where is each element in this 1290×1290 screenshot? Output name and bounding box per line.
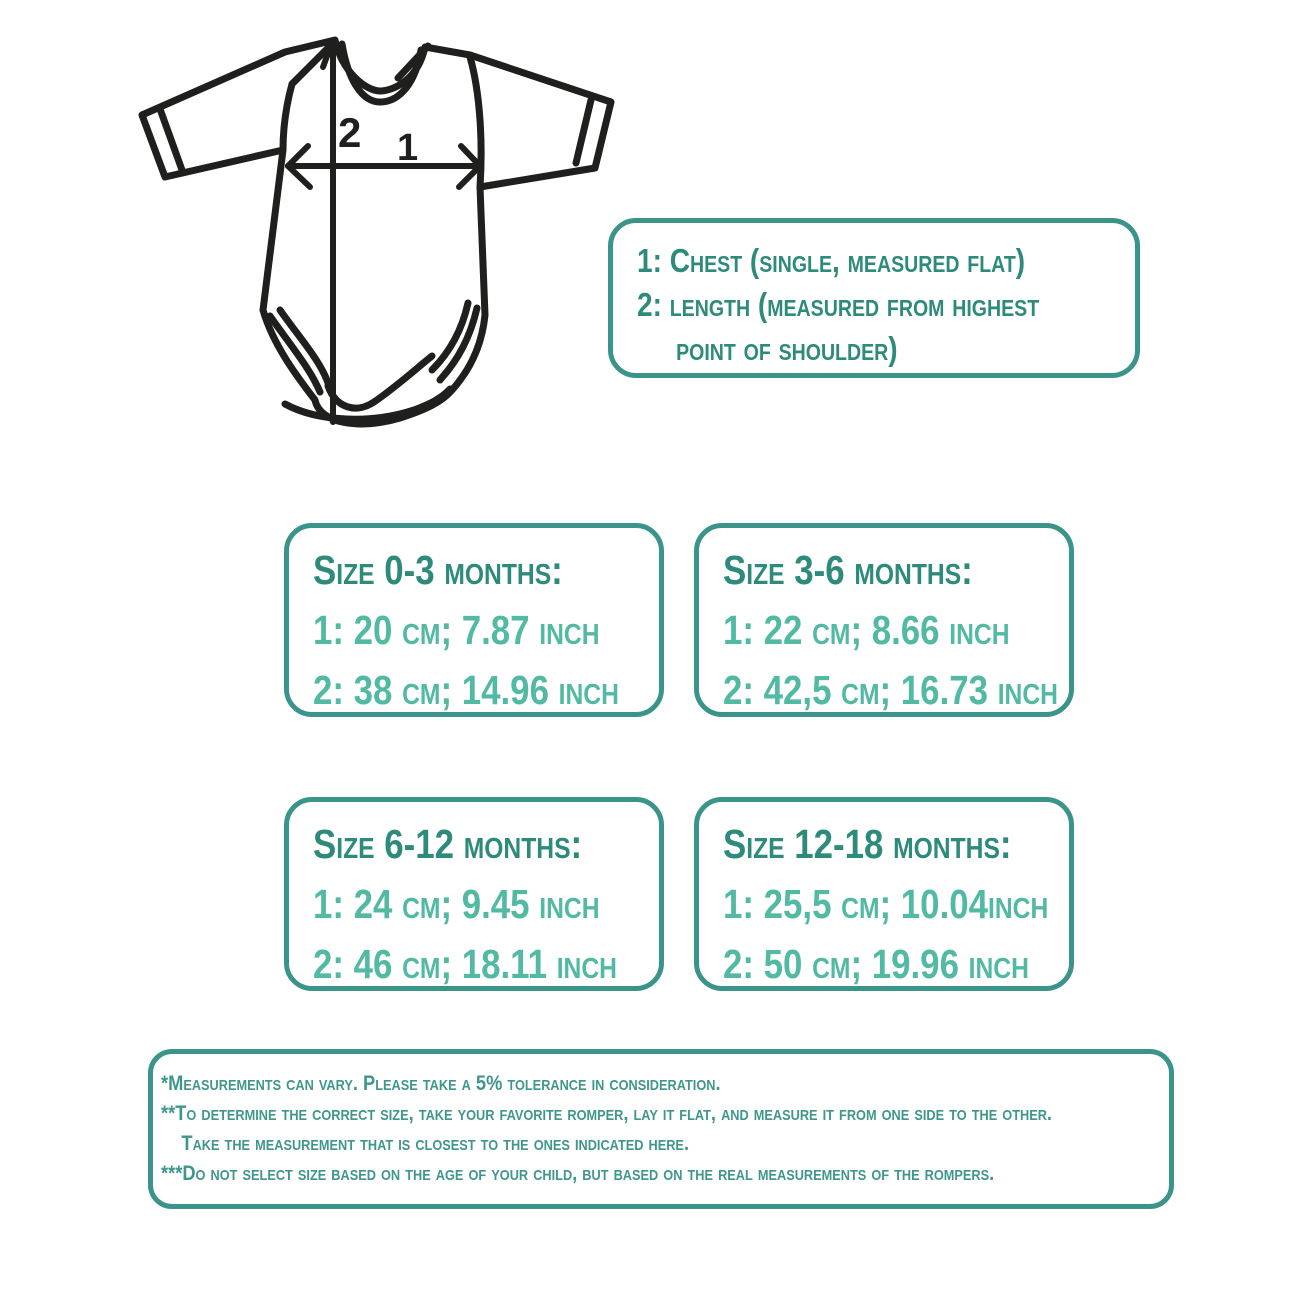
note-how-to-measure-cont: Take the measurement that is closest to the ones indicated here. xyxy=(181,1131,690,1155)
size-box-0-3-months xyxy=(284,523,664,717)
size-chest-value: 1: 24 cm; 9.45 inch xyxy=(313,881,600,927)
note-tolerance: *Measurements can vary. Please take a 5% tolerance in consideration. xyxy=(161,1071,721,1095)
romper-diagram xyxy=(130,10,630,450)
size-chest-value: 1: 22 cm; 8.66 inch xyxy=(723,607,1010,653)
size-box-12-18-months xyxy=(694,797,1074,991)
crotch-flap xyxy=(328,356,432,408)
right-leg-binding-2 xyxy=(432,303,468,370)
left-leg-binding-2 xyxy=(280,310,328,383)
chest-marker-label: 1 xyxy=(397,127,419,169)
legend-line-length-cont: point of shoulder) xyxy=(676,330,898,367)
note-age-warning: ***Do not select size based on the age of your child, but based on the real measurements of the rompers. xyxy=(161,1161,995,1185)
size-box-6-12-months xyxy=(284,797,664,991)
length-marker-label: 2 xyxy=(338,109,362,156)
legend-line-length: 2: length (measured from highest xyxy=(637,286,1040,323)
size-chest-value: 1: 25,5 cm; 10.04inch xyxy=(723,881,1049,927)
right-cuff xyxy=(576,100,591,163)
left-armhole-seam xyxy=(283,84,292,150)
footnotes-box xyxy=(148,1049,1174,1209)
size-length-value: 2: 38 cm; 14.96 inch xyxy=(313,667,619,713)
legend-line-chest: 1: Chest (single, measured flat) xyxy=(637,242,1026,279)
size-chest-value: 1: 20 cm; 7.87 inch xyxy=(313,607,600,653)
size-title: Size 3-6 months: xyxy=(723,547,973,593)
romper-outline xyxy=(142,40,611,424)
left-cuff xyxy=(160,109,182,170)
size-length-value: 2: 42,5 cm; 16.73 inch xyxy=(723,667,1058,713)
size-length-value: 2: 46 cm; 18.11 inch xyxy=(313,941,617,987)
size-title: Size 12-18 months: xyxy=(723,821,1012,867)
size-title: Size 0-3 months: xyxy=(313,547,563,593)
note-how-to-measure: **To determine the correct size, take your favorite romper, lay it flat, and measure it from one side to the other. xyxy=(161,1101,1053,1125)
measurement-legend-box xyxy=(608,218,1140,378)
size-title: Size 6-12 months: xyxy=(313,821,583,867)
size-length-value: 2: 50 cm; 19.96 inch xyxy=(723,941,1029,987)
size-box-3-6-months xyxy=(694,523,1074,717)
